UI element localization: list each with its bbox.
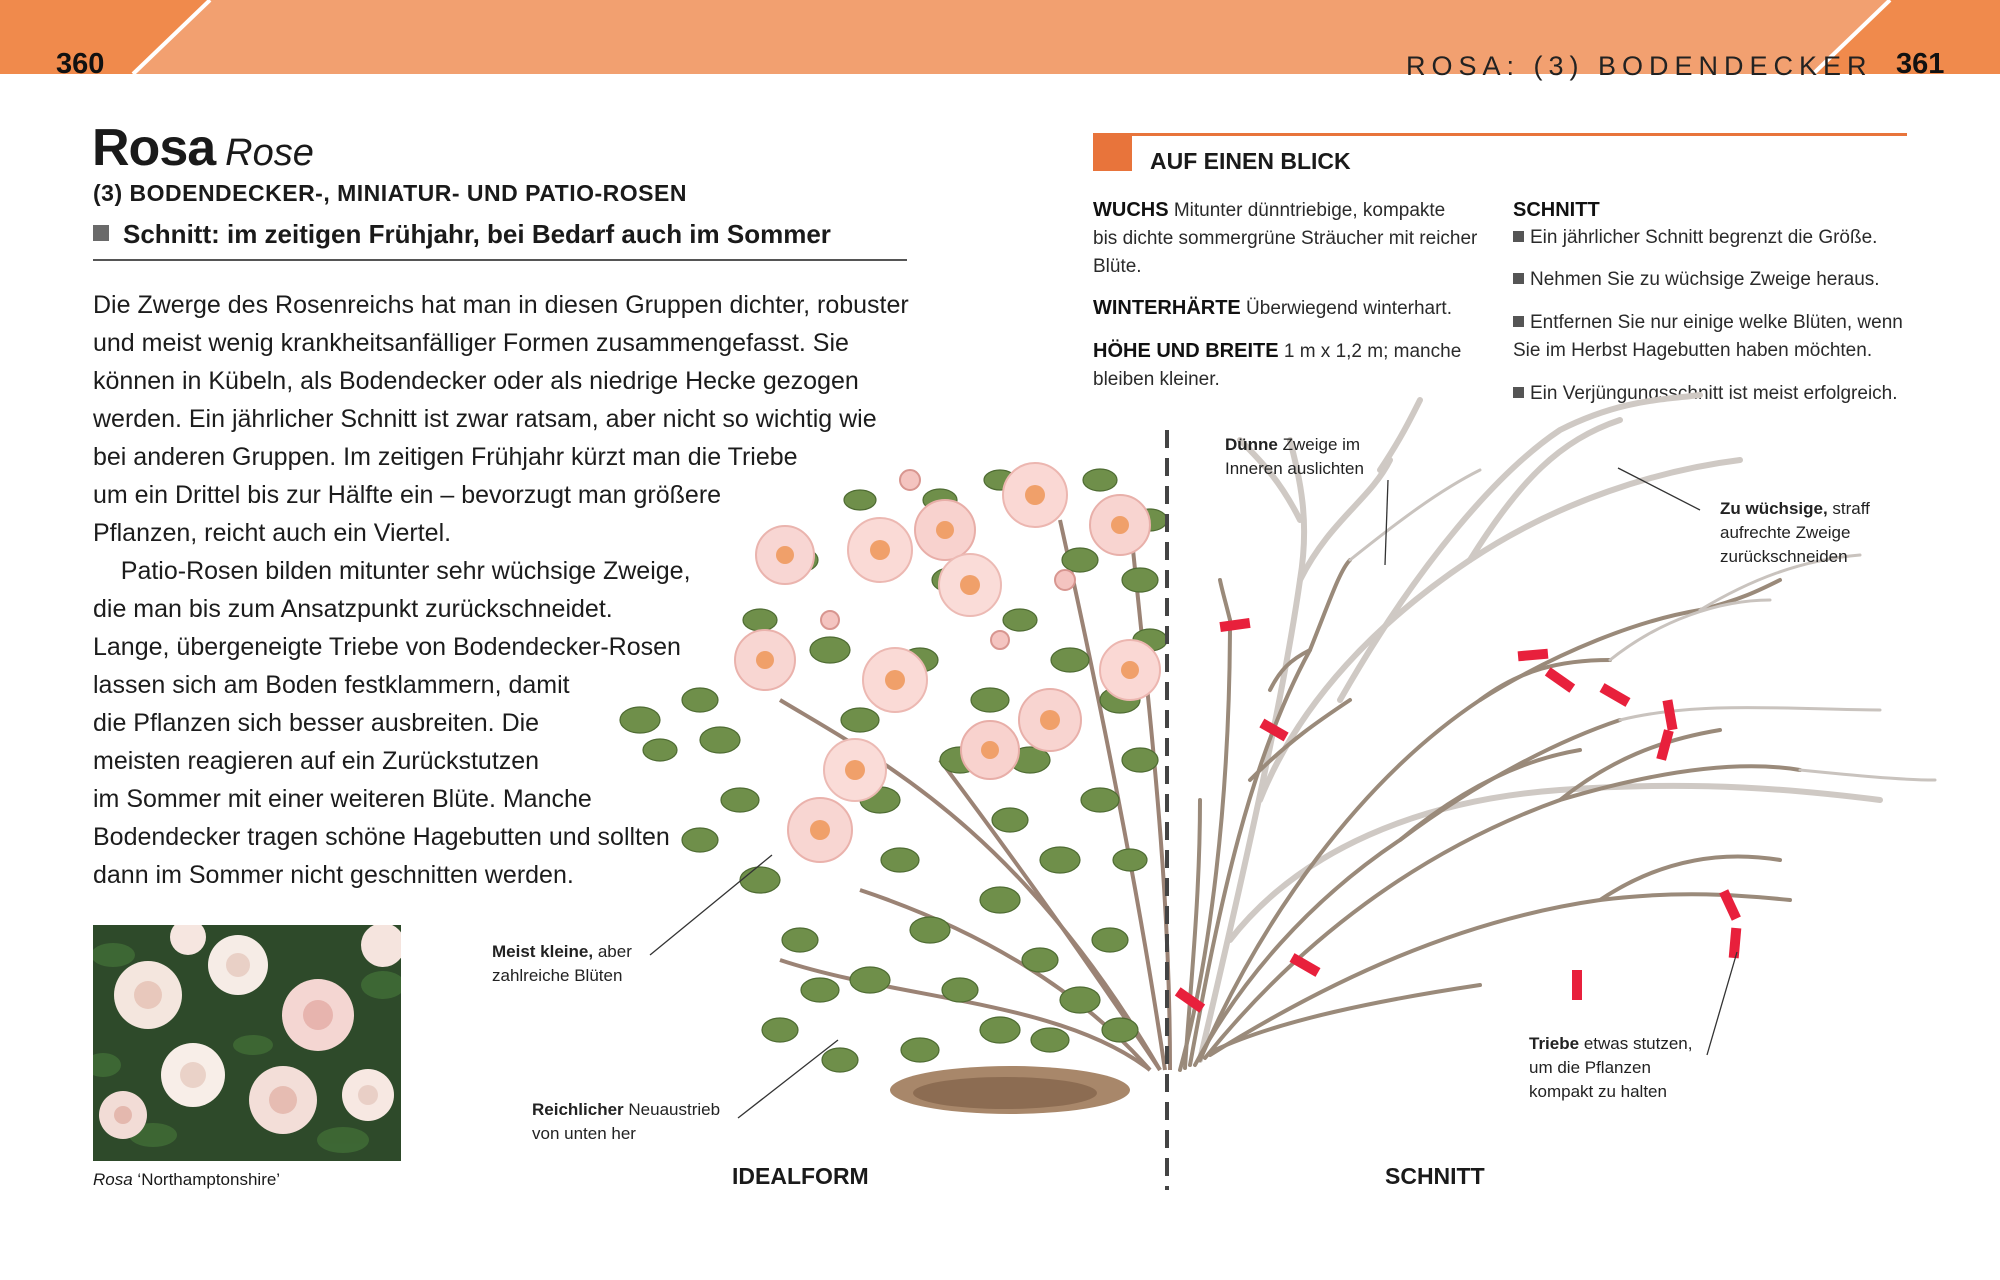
- photo-caption: Rosa ‘Northamptonshire’: [93, 1170, 281, 1189]
- page-number-right: 361: [1896, 48, 1945, 80]
- label-idealform: IDEALFORM: [732, 1163, 869, 1189]
- body-line: meisten reagieren auf ein Zurückstutzen: [93, 747, 540, 775]
- pruning-time-heading: [93, 219, 831, 250]
- body-line: werden. Ein jährlicher Schnitt ist zwar ratsam, aber nicht so wichtig wie: [93, 405, 877, 433]
- box-accent-square: [1093, 133, 1132, 171]
- body-line: bei anderen Gruppen. Im zeitigen Frühjahr kürzt man die Triebe: [93, 443, 798, 471]
- body-line: Lange, übergeneigte Triebe von Bodendecker-Rosen: [93, 633, 681, 661]
- running-title: ROSA: (3) BODENDECKER: [1406, 51, 1873, 81]
- body-line: Bodendecker tragen schöne Hagebutten und sollten: [93, 823, 670, 851]
- page-number-left: 360: [56, 48, 105, 80]
- square-bullet-icon: [1513, 387, 1524, 398]
- body-line: können in Kübeln, als Bodendecker oder als niedrige Hecke gezogen: [93, 367, 859, 395]
- winterhaerte-info: WINTERHÄRTE Überwiegend winterhart.: [1093, 297, 1452, 319]
- body-line: lassen sich am Boden festklammern, damit: [93, 671, 570, 699]
- body-line: dann im Sommer nicht geschnitten werden.: [93, 861, 574, 889]
- schnitt-item: Ein jährlicher Schnitt begrenzt die Größe.: [1513, 224, 1877, 252]
- annotation-new-growth: Reichlicher Neuaustrieb von unten her: [532, 1100, 721, 1143]
- square-bullet-icon: [1513, 316, 1524, 327]
- wuchs-info: WUCHS Mitunter dünntriebige, kompakte bis dichte sommergrüne Sträucher mit reicher Blüte.: [1093, 199, 1478, 277]
- square-bullet-icon: [1513, 231, 1524, 242]
- body-line: Die Zwerge des Rosenreichs hat man in diesen Gruppen dichter, robuster: [93, 291, 909, 319]
- schnitt-item: Entfernen Sie nur einige welke Blüten, wenn Sie im Herbst Hagebutten haben möchten.: [1513, 312, 1903, 361]
- label-schnitt: SCHNITT: [1385, 1163, 1485, 1189]
- body-line: die man bis zum Ansatzpunkt zurückschneidet.: [93, 595, 613, 623]
- body-line: und meist wenig krankheitsanfälliger Formen zusammengefasst. Sie: [93, 329, 849, 357]
- rose-photo: [93, 925, 401, 1161]
- hoehe-info: HÖHE UND BREITE 1 m x 1,2 m; manche bleiben kleiner.: [1093, 340, 1462, 390]
- square-bullet-icon: [93, 225, 109, 241]
- annotation-thin-branches: Dünne Zweige im Inneren auslichten: [1225, 435, 1364, 478]
- square-bullet-icon: [1513, 273, 1524, 284]
- schnitt-info: SCHNITT: [1513, 199, 1600, 221]
- box-rule: [1132, 133, 1907, 136]
- pruning-time-text: Schnitt: im zeitigen Frühjahr, bei Bedarf auch im Sommer: [123, 219, 831, 249]
- annotation-blooms: Meist kleine, aber zahlreiche Blüten: [492, 942, 632, 985]
- body-line: die Pflanzen sich besser ausbreiten. Die: [93, 709, 540, 737]
- schnitt-item: Nehmen Sie zu wüchsige Zweige heraus.: [1513, 266, 1880, 294]
- schnitt-item: Ein Verjüngungsschnitt ist meist erfolgreich.: [1513, 380, 1898, 408]
- body-line: Pflanzen, reicht auch ein Viertel.: [93, 519, 452, 547]
- body-line: im Sommer mit einer weiteren Blüte. Manche: [93, 785, 592, 813]
- body-line: Patio-Rosen bilden mitunter sehr wüchsige Zweige,: [93, 557, 691, 585]
- box-title: AUF EINEN BLICK: [1150, 148, 1351, 174]
- title-common: Rose: [225, 132, 314, 174]
- annotation-vigorous-branches: Zu wüchsige, straff aufrechte Zweige zurückschneiden: [1720, 499, 1870, 566]
- divider: [93, 259, 907, 261]
- body-line: um ein Drittel bis zur Hälfte ein – bevorzugt man größere: [93, 481, 722, 509]
- subtitle: (3) BODENDECKER-, MINIATUR- UND PATIO-ROSEN: [93, 180, 687, 206]
- page-title: [92, 118, 314, 178]
- title-botanical: Rosa: [92, 119, 216, 177]
- annotation-trim-shoots: Triebe etwas stutzen, um die Pflanzen kompakt zu halten: [1529, 1034, 1693, 1101]
